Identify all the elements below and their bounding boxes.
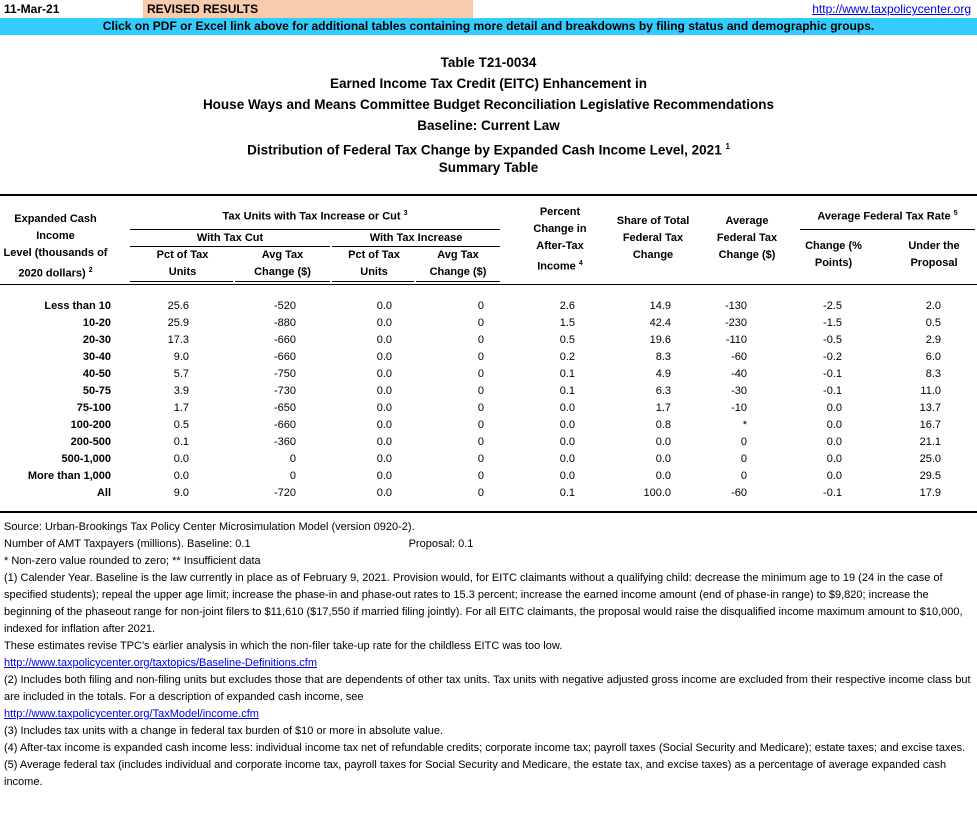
value-cell: 0: [477, 351, 484, 363]
value-cell: -130: [724, 300, 747, 312]
source-note: Source: Urban-Brookings Tax Policy Center Microsimulation Model (version 0920-2).: [4, 521, 415, 533]
value-cell: 13.7: [919, 402, 941, 414]
value-cell: -750: [273, 368, 296, 380]
value-cell: 100.0: [643, 487, 671, 499]
sub-underline-1: [130, 281, 233, 282]
value-cell: -660: [273, 419, 296, 431]
table-row: [0, 332, 941, 349]
income-level-cell: All: [96, 487, 111, 499]
value-cell: 0.0: [655, 453, 671, 465]
title-line-3: House Ways and Means Committee Budget Reconciliation Legislative Recommendations: [202, 97, 775, 112]
value-cell: 25.0: [919, 453, 941, 465]
value-cell: 29.5: [919, 470, 941, 482]
value-cell: 17.9: [919, 487, 941, 499]
increase-avg-change-header: Avg Tax Change ($): [429, 249, 487, 278]
summary-table: [0, 298, 941, 502]
value-cell: 0.0: [376, 317, 392, 329]
value-cell: 0.0: [376, 385, 392, 397]
value-cell: 25.9: [167, 317, 189, 329]
value-cell: 16.7: [919, 419, 941, 431]
value-cell: 0.0: [173, 470, 189, 482]
value-cell: 0: [477, 436, 484, 448]
value-cell: 17.3: [167, 334, 189, 346]
value-cell: 6.0: [925, 351, 941, 363]
value-cell: 14.9: [649, 300, 671, 312]
value-cell: 0.0: [376, 368, 392, 380]
site-link[interactable]: http://www.taxpolicycenter.org: [812, 2, 971, 16]
value-cell: -650: [273, 402, 296, 414]
value-cell: 0.0: [826, 436, 842, 448]
table-row: [0, 434, 941, 451]
value-cell: 0.0: [376, 436, 392, 448]
value-cell: 0: [740, 436, 747, 448]
value-cell: -660: [273, 334, 296, 346]
value-cell: 0: [477, 368, 484, 380]
value-cell: 5.7: [173, 368, 189, 380]
share-header: Share of Total Federal Tax Change: [616, 215, 690, 261]
value-cell: 25.6: [167, 300, 189, 312]
value-cell: 6.3: [655, 385, 671, 397]
table-row: [0, 315, 941, 332]
value-cell: 0.0: [559, 453, 575, 465]
value-cell: -660: [273, 351, 296, 363]
value-cell: 0.5: [559, 334, 575, 346]
value-cell: -60: [731, 351, 747, 363]
table-row: [0, 468, 941, 485]
value-cell: 0.0: [655, 436, 671, 448]
value-cell: 0.1: [173, 436, 189, 448]
value-cell: 0.5: [925, 317, 941, 329]
value-cell: 2.0: [925, 300, 941, 312]
value-cell: 19.6: [649, 334, 671, 346]
value-cell: 0.5: [173, 419, 189, 431]
avg-rate-group-header: Average Federal Tax Rate $^5$: [817, 210, 958, 223]
value-cell: -40: [731, 368, 747, 380]
value-cell: 0.0: [376, 402, 392, 414]
value-cell: *: [742, 419, 747, 431]
table-row: [0, 485, 941, 502]
value-cell: 8.3: [655, 351, 671, 363]
income-column-header: Expanded Cash Income Level (thousands of 2020 dollars) $^2$: [3, 213, 108, 280]
revised-results-badge: REVISED RESULTS: [143, 0, 473, 18]
footnote-5: (5) Average federal tax (includes individual and corporate income tax, payroll taxes for Social Security and Medicare, the estate tax, and excise taxes) as a percentage of average expanded cash income.: [4, 759, 947, 788]
value-cell: 0.0: [376, 453, 392, 465]
increase-pct-units-header: Pct of Tax Units: [348, 249, 400, 278]
income-level-cell: 100-200: [70, 419, 111, 431]
rate-under-header: Under the Proposal: [908, 240, 960, 269]
value-cell: 0.2: [559, 351, 575, 363]
footnotes: [4, 519, 972, 791]
value-cell: 21.1: [919, 436, 941, 448]
amt-note: Number of AMT Taxpayers (millions). Baseline: 0.1 Proposal: 0.1: [4, 538, 474, 550]
table-row: [0, 366, 941, 383]
value-cell: -0.5: [823, 334, 842, 346]
value-cell: -2.5: [823, 300, 842, 312]
title-line-5: Distribution of Federal Tax Change by Expanded Cash Income Level, 2021 $^1$: [247, 142, 730, 158]
value-cell: 0.0: [826, 419, 842, 431]
value-cell: -1.5: [823, 317, 842, 329]
table-row: [0, 349, 941, 366]
sub-underline-2: [235, 281, 330, 282]
value-cell: -0.2: [823, 351, 842, 363]
rate-change-header: Change (% Points): [805, 240, 862, 269]
value-cell: -720: [273, 487, 296, 499]
value-cell: 1.7: [173, 402, 189, 414]
value-cell: 0: [740, 453, 747, 465]
value-cell: 0.0: [376, 470, 392, 482]
title-line-6: Summary Table: [438, 160, 539, 175]
with-tax-increase-header: With Tax Increase: [369, 232, 463, 244]
value-cell: 0.1: [559, 487, 575, 499]
avg-fed-change-header: Average Federal Tax Change ($): [716, 215, 778, 261]
value-cell: 0: [477, 300, 484, 312]
table-row: [0, 451, 941, 468]
income-level-cell: 200-500: [70, 436, 111, 448]
value-cell: 42.4: [649, 317, 671, 329]
value-cell: 0: [477, 317, 484, 329]
value-cell: 9.0: [173, 487, 189, 499]
value-cell: 0.0: [376, 419, 392, 431]
value-cell: -10: [731, 402, 747, 414]
income-level-cell: 40-50: [82, 368, 111, 380]
value-cell: 0: [477, 334, 484, 346]
value-cell: 0.8: [655, 419, 671, 431]
table-row: [0, 298, 941, 315]
footnote-3: (3) Includes tax units with a change in federal tax burden of $10 or more in absolute value.: [4, 725, 444, 737]
value-cell: 0.0: [376, 300, 392, 312]
value-cell: 0: [740, 470, 747, 482]
value-cell: -30: [731, 385, 747, 397]
value-cell: 0.0: [559, 402, 575, 414]
value-cell: 11.0: [920, 385, 941, 397]
title-line-2: Earned Income Tax Credit (EITC) Enhancement in: [329, 76, 648, 91]
table-row: [0, 383, 941, 400]
footnote-1b: These estimates revise TPC's earlier analysis in which the non-filer take-up rate for the childless EITC was too low.: [4, 640, 563, 652]
value-cell: 0.0: [559, 470, 575, 482]
value-cell: -520: [273, 300, 296, 312]
header-top-rule: [0, 194, 977, 196]
income-level-cell: More than 1,000: [27, 470, 111, 482]
value-cell: -730: [273, 385, 296, 397]
footnote-4: (4) After-tax income is expanded cash income less: individual income tax net of refundable credits; corporate income tax; payroll taxes (Social Security and Medicare); estate taxes; and excise taxes.: [4, 742, 966, 754]
table-row: [0, 400, 941, 417]
with-tax-cut-header: With Tax Cut: [196, 232, 264, 244]
value-cell: 2.9: [925, 334, 941, 346]
value-cell: 0.0: [826, 470, 842, 482]
value-cell: 8.3: [925, 368, 941, 380]
cut-avg-change-header: Avg Tax Change ($): [254, 249, 311, 278]
value-cell: 0.1: [559, 368, 575, 380]
pct-change-header: Percent Change in After-Tax Income $^4$: [533, 206, 587, 273]
income-level-cell: 500-1,000: [61, 453, 111, 465]
value-cell: 0.0: [559, 436, 575, 448]
baseline-definitions-link[interactable]: http://www.taxpolicycenter.org/taxtopics/Baseline-Definitions.cfm: [4, 657, 318, 669]
value-cell: 0.0: [173, 453, 189, 465]
value-cell: 1.5: [559, 317, 575, 329]
table-row: [0, 417, 941, 434]
value-cell: 0.1: [559, 385, 575, 397]
value-cell: 1.7: [655, 402, 671, 414]
value-cell: 3.9: [173, 385, 189, 397]
income-level-cell: Less than 10: [44, 300, 111, 312]
value-cell: 0: [477, 487, 484, 499]
value-cell: -0.1: [823, 368, 842, 380]
value-cell: -880: [273, 317, 296, 329]
footnote-1: (1) Calender Year. Baseline is the law currently in place as of February 9, 2021. Provision would, for EITC claimants without a qualifying child: decrease the minimum age to 19 (24 in the case of specified students); repeal the upper age limit; increase the phase-in and phase-out rates to 15.3 percent; increase the earned income amount (end of phase-in range) to $9,820; increase the beginning of the phaseout range for non-joint filers to $11,610 ($17,550 if married filing jointly). For all EITC claimants, the proposal would raise the disqualified income maximum amount to $10,000, indexed for inflation after 2021.: [4, 572, 963, 635]
info-banner: Click on PDF or Excel link above for additional tables containing more detail and breakdowns by filing status and demographic groups.: [0, 18, 977, 35]
value-cell: 0.0: [655, 470, 671, 482]
value-cell: 0: [289, 470, 296, 482]
header-bottom-rule: [0, 284, 977, 285]
avg-rate-underline: [800, 229, 975, 230]
income-level-cell: 30-40: [82, 351, 111, 363]
income-definition-link[interactable]: http://www.taxpolicycenter.org/TaxModel/income.cfm: [4, 708, 259, 720]
sub-underline-3: [332, 281, 414, 282]
value-cell: 0: [289, 453, 296, 465]
value-cell: 0.0: [376, 334, 392, 346]
nonzero-note: * Non-zero value rounded to zero; ** Insufficient data: [4, 555, 261, 567]
income-level-cell: 75-100: [76, 402, 111, 414]
tax-units-group-header: Tax Units with Tax Increase or Cut $^3$: [222, 210, 408, 223]
value-cell: -110: [725, 334, 747, 346]
value-cell: 2.6: [559, 300, 575, 312]
value-cell: 0.0: [559, 419, 575, 431]
value-cell: 0: [477, 419, 484, 431]
title-line-1: Table T21-0034: [440, 55, 537, 70]
value-cell: -360: [273, 436, 296, 448]
table-title: [0, 52, 977, 178]
value-cell: 0.0: [826, 402, 842, 414]
value-cell: 0: [477, 453, 484, 465]
value-cell: 0.0: [376, 487, 392, 499]
income-level-cell: 20-30: [82, 334, 111, 346]
value-cell: 0.0: [376, 351, 392, 363]
value-cell: 0: [477, 402, 484, 414]
value-cell: -0.1: [823, 385, 842, 397]
value-cell: 0: [477, 385, 484, 397]
value-cell: -0.1: [823, 487, 842, 499]
value-cell: -230: [724, 317, 747, 329]
footnote-2: (2) Includes both filing and non-filing units but excludes those that are dependents of other tax units. Tax units with negative adjusted gross income are excluded from their respective income class but are included in the totals. For a description of expanded cash income, see: [4, 674, 971, 703]
value-cell: 9.0: [173, 351, 189, 363]
value-cell: 4.9: [655, 368, 671, 380]
value-cell: 0.0: [826, 453, 842, 465]
cut-pct-units-header: Pct of Tax Units: [156, 249, 209, 278]
table-bottom-rule: [0, 511, 977, 513]
income-level-cell: 10-20: [82, 317, 111, 329]
value-cell: -60: [731, 487, 747, 499]
income-level-cell: 50-75: [82, 385, 111, 397]
value-cell: 0: [477, 470, 484, 482]
sub-underline-4: [416, 281, 500, 282]
title-line-4: Baseline: Current Law: [417, 118, 560, 133]
report-date: 11-Mar-21: [4, 2, 60, 16]
